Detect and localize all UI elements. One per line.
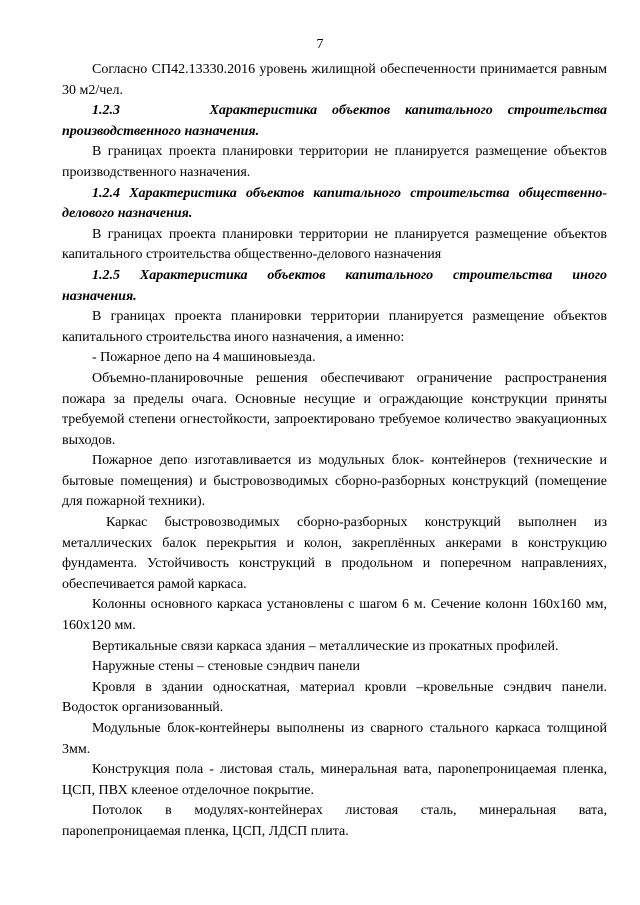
page-number: 7: [316, 37, 324, 52]
paragraph-vertical-bracing: Вертикальные связи каркаса здания – металлические из прокатных профилей.: [92, 638, 559, 654]
heading-1-2-3-line1: [62, 101, 607, 122]
heading-1-2-5-line1: 1.2.5 Характеристика объектов капитального строительства иного: [92, 267, 607, 283]
paragraph-frame: Каркас быстровозводимых сборно-разборных конструкций выполнен из металлических балок перекрытия и колон, закреплённых анкерами в конструкцию фундамента. Устойчивость конструкций в продольном и поперечном направлениях, обеспечивается рамой каркаса.: [62, 515, 607, 592]
heading-1-2-5-line2: назначения.: [62, 288, 137, 304]
paragraph-exterior-walls: Наружные стены – стеновые сэндвич панели: [92, 659, 360, 675]
page-content: [62, 60, 607, 843]
paragraph-other-purpose: В границах проекта планировки территории планируется размещение объектов капитального строительства иного назначения, а именно:: [62, 309, 607, 345]
paragraph-planning-solutions: Объемно-планировочные решения обеспечивают ограничение распространения пожара за пределы очага. Основные несущие и ограждающие конструкции приняты требуемой степени огнестойкости, запроектировано требуемое количество эвакуационных выходов.: [62, 370, 607, 448]
paragraph-roof: Кровля в здании односкатная, материал кровли –кровельные сэндвич панели. Водосток организованный.: [62, 679, 607, 716]
paragraph-modular-containers: Модульные блок-контейнеры выполнены из сварного стального каркаса толщиной 3мм.: [62, 721, 607, 757]
paragraph-public-business: В границах проекта планировки территории не планируется размещение объектов капитального строительства общественно-делового назначения: [62, 226, 607, 263]
heading-1-2-4-line2: делового назначения.: [62, 206, 193, 222]
paragraph-floor: Конструкция пола - листовая сталь, минеральная вата, пароnепроницаемая пленка, ЦСП, ПВХ клееное отделочное покрытие.: [62, 762, 607, 798]
heading-1-2-4-line1: 1.2.4 Характеристика объектов капитального строительства общественно-: [92, 185, 607, 201]
paragraph-ceiling: Потолок в модулях-контейнерах листовая сталь, минеральная вата, пароnепроницаемая пленка, ЦСП, ЛДСП плита.: [62, 803, 607, 839]
list-item-fire-station: - Пожарное депо на 4 машиновыезда.: [92, 350, 316, 366]
paragraph-industrial: В границах проекта планировки территории не планируется размещение объектов производственного назначения.: [62, 144, 607, 180]
paragraph-housing-norm: Согласно СП42.13330.2016 уровень жилищной обеспеченности принимается равным 30 м2/чел.: [62, 62, 607, 98]
heading-1-2-3-text: Характеристика объектов капитального строительства: [209, 103, 607, 119]
heading-1-2-3-line2: производственного назначения.: [62, 123, 260, 139]
paragraph-fire-station-build: Пожарное депо изготавливается из модульных блок- контейнеров (технические и бытовые помещения) и быстровозводимых сборно-разборных конструкций (помещение для пожарной техники).: [62, 453, 607, 510]
heading-1-2-3-number: 1.2.3: [92, 103, 120, 119]
paragraph-columns: Колонны основного каркаса установлены с шагом 6 м. Сечение колонн 160х160 мм, 160х120 мм.: [62, 597, 607, 634]
